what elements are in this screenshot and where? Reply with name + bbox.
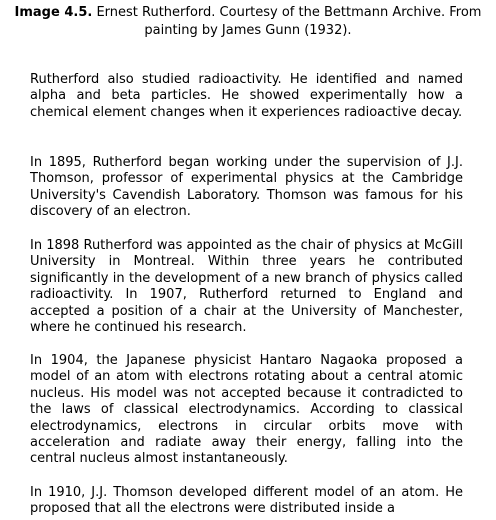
paragraph-1910: In 1910, J.J. Thomson developed different model of an atom. He proposed that all the electrons were distributed inside a — [30, 485, 463, 517]
caption-text: Ernest Rutherford. Courtesy of the Bettmann Archive. From painting by James Gunn (1932). — [92, 5, 482, 38]
paragraph-1904: In 1904, the Japanese physicist Hantaro Nagaoka proposed a model of an atom with electrons rotating about a central atomic nucleus. His model was not accepted because it contradicted to the laws of classical electrodynamics. According to classical electrodynamics, electrons in circular orbits move with acceleration and radiate away their energy, falling into the central nucleus almost instantaneously. — [30, 353, 463, 467]
image-caption — [0, 4, 496, 40]
paragraph-1895: In 1895, Rutherford began working under the supervision of J.J. Thomson, professor of experimental physics at the Cambridge University's Cavendish Laboratory. Thomson was famous for his discovery of an electron. — [30, 155, 463, 220]
caption-label: Image 4.5. — [14, 5, 93, 20]
paragraph-radioactivity: Rutherford also studied radioactivity. He identified and named alpha and beta particles. He showed experimentally how a chemical element changes when it experiences radioactive decay. — [30, 72, 463, 120]
paragraph-1898: In 1898 Rutherford was appointed as the chair of physics at McGill University in Montreal. Within three years he contributed significantly in the development of a new branch of physics called radioactivity. In 1907, Rutherford returned to England and accepted a position of a chair at the University of Manchester, where he continued his research. — [30, 238, 463, 336]
